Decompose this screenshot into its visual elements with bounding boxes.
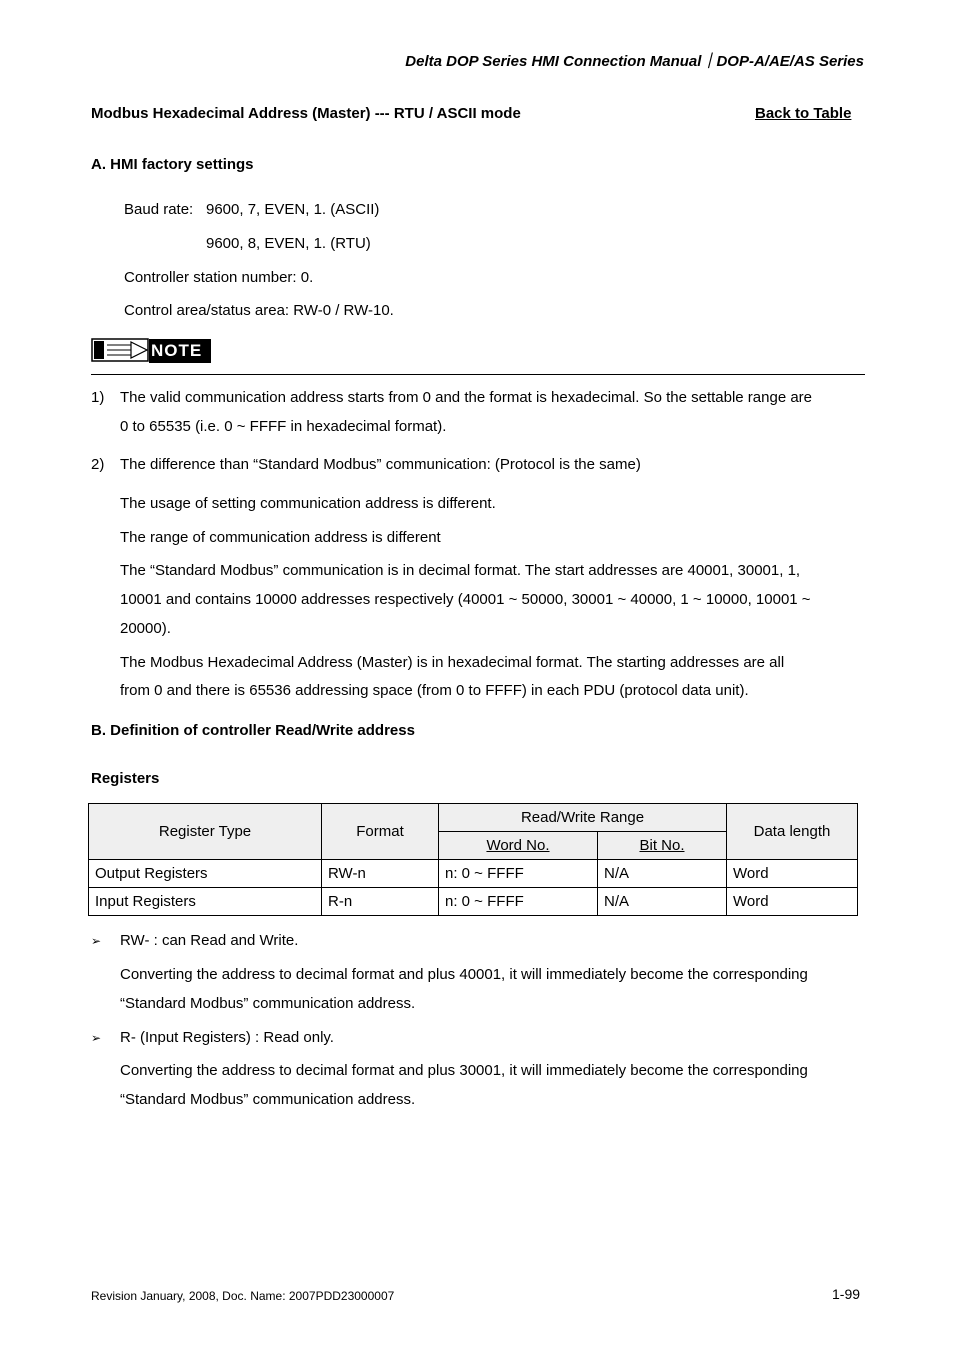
- bullet-r-detail-line-1: Converting the address to decimal format and plus 30001, it will immediately become the corresponding: [120, 1062, 808, 1079]
- cell-bit-no: N/A: [598, 860, 727, 888]
- header-register-type: Register Type: [89, 804, 322, 860]
- note-item-1-number: 1): [91, 389, 105, 406]
- note-paragraph-4-line-2: from 0 and there is 65536 addressing space (from 0 to FFFF) in each PDU (protocol data unit).: [120, 682, 749, 699]
- cell-format: R-n: [322, 888, 439, 916]
- registers-table: [88, 803, 858, 916]
- header-read-write-range: Read/Write Range: [439, 804, 727, 832]
- table-row: [89, 860, 858, 888]
- note-paragraph-3-line-2: 10001 and contains 10000 addresses respectively (40001 ~ 50000, 30001 ~ 40000, 1 ~ 10000, 10001 ~: [120, 591, 811, 608]
- note-icon: [91, 337, 213, 365]
- registers-heading: Registers: [91, 770, 160, 787]
- header-bit-no: Bit No.: [598, 832, 727, 860]
- cell-format: RW-n: [322, 860, 439, 888]
- note-item-2-line-1: The difference than “Standard Modbus” communication: (Protocol is the same): [120, 456, 641, 473]
- note-divider: [91, 374, 865, 375]
- header-format: Format: [322, 804, 439, 860]
- bullet-r: R- (Input Registers) : Read only.: [120, 1029, 334, 1046]
- factory-settings-heading: A. HMI factory settings: [91, 156, 254, 173]
- definition-heading: B. Definition of controller Read/Write address: [91, 722, 415, 739]
- note-paragraph-3-line-3: 20000).: [120, 620, 171, 637]
- note-item-2-number: 2): [91, 456, 105, 473]
- footer-revision: Revision January, 2008, Doc. Name: 2007PDD23000007: [91, 1289, 395, 1303]
- cell-word-no: n: 0 ~ FFFF: [439, 860, 598, 888]
- note-paragraph-2: The range of communication address is different: [120, 529, 441, 546]
- header-word-no: Word No.: [439, 832, 598, 860]
- bullet-arrow-icon: ➢: [91, 1031, 102, 1045]
- baud-rate-label: Baud rate:: [124, 201, 194, 218]
- baud-rate-rtu: 9600, 8, EVEN, 1. (RTU): [206, 235, 371, 252]
- section-title: Modbus Hexadecimal Address (Master) --- RTU / ASCII mode: [91, 105, 521, 122]
- bullet-rw-detail-line-1: Converting the address to decimal format and plus 40001, it will immediately become the corresponding: [120, 966, 808, 983]
- baud-rate-ascii: 9600, 7, EVEN, 1. (ASCII): [206, 201, 380, 218]
- cell-register-type: Input Registers: [89, 888, 322, 916]
- note-label: NOTE: [151, 341, 203, 360]
- header-data-length: Data length: [727, 804, 858, 860]
- cell-word-no: n: 0 ~ FFFF: [439, 888, 598, 916]
- note-item-1-line-2: 0 to 65535 (i.e. 0 ~ FFFF in hexadecimal format).: [120, 418, 447, 435]
- station-number: Controller station number: 0.: [124, 269, 314, 286]
- note-item-1-line-1: The valid communication address starts from 0 and the format is hexadecimal. So the settable range are: [120, 389, 813, 406]
- table-header-row: [89, 804, 858, 832]
- bullet-rw: RW- : can Read and Write.: [120, 932, 299, 949]
- table-row: [89, 888, 858, 916]
- running-header: Delta DOP Series HMI Connection Manual｜DOP-A/AE/AS Series: [405, 53, 864, 70]
- page-number: 1-99: [832, 1286, 861, 1302]
- cell-data-length: Word: [727, 888, 858, 916]
- bullet-arrow-icon: ➢: [91, 934, 102, 948]
- note-paragraph-3-line-1: The “Standard Modbus” communication is in decimal format. The start addresses are 40001, 30001, 1,: [120, 562, 801, 579]
- cell-register-type: Output Registers: [89, 860, 322, 888]
- cell-bit-no: N/A: [598, 888, 727, 916]
- note-paragraph-4-line-1: The Modbus Hexadecimal Address (Master) is in hexadecimal format. The starting addresses are all: [120, 654, 785, 671]
- cell-data-length: Word: [727, 860, 858, 888]
- bullet-r-detail-line-2: “Standard Modbus” communication address.: [120, 1091, 416, 1108]
- bullet-rw-detail-line-2: “Standard Modbus” communication address.: [120, 995, 416, 1012]
- note-paragraph-1: The usage of setting communication address is different.: [120, 495, 496, 512]
- control-area: Control area/status area: RW-0 / RW-10.: [124, 302, 394, 319]
- back-to-table-link[interactable]: Back to Table: [755, 105, 852, 122]
